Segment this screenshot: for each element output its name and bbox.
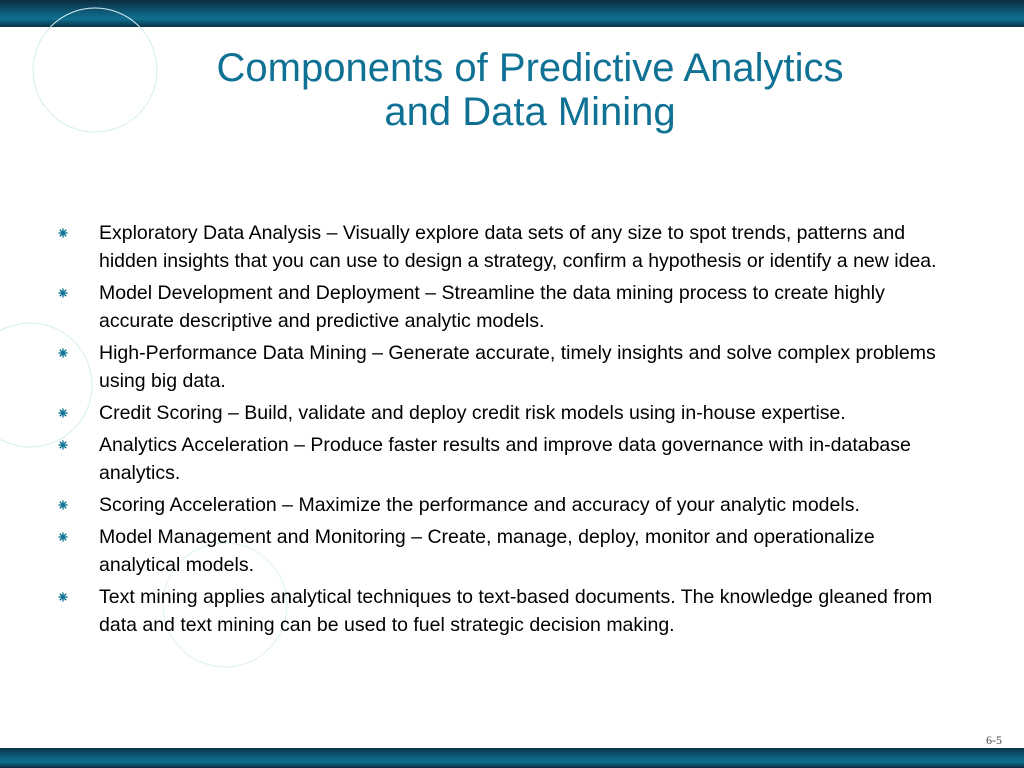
bullet-item: [58, 431, 958, 487]
bullet-item: [58, 219, 958, 275]
bullet-text: Model Management and Monitoring – Create, manage, deploy, monitor and operationalize analytical models.: [99, 526, 875, 576]
bullet-item: [58, 279, 958, 335]
bullet-item: [58, 399, 958, 427]
asterisk-bullet-icon: [58, 228, 68, 238]
bullet-text: High-Performance Data Mining – Generate accurate, timely insights and solve complex problems using big data.: [99, 342, 936, 392]
slide-title: [100, 46, 960, 134]
asterisk-bullet-icon: [58, 592, 68, 602]
page-number: 6-5: [986, 733, 1002, 747]
asterisk-bullet-icon: [58, 348, 68, 358]
asterisk-bullet-icon: [58, 288, 68, 298]
bullet-item: [58, 339, 958, 395]
bullet-item: [58, 583, 958, 639]
slide-title-line-1: Components of Predictive Analytics: [216, 46, 844, 90]
bottom-banner-bar: [0, 748, 1024, 768]
bullet-text: Model Development and Deployment – Streamline the data mining process to create highly accurate descriptive and predictive analytic models.: [99, 282, 885, 332]
bullet-item: [58, 523, 958, 579]
asterisk-bullet-icon: [58, 500, 68, 510]
bullet-text: Text mining applies analytical techniques to text-based documents. The knowledge gleaned from data and text mining can be used to fuel strategic decision making.: [99, 586, 933, 636]
bullet-text: Scoring Acceleration – Maximize the performance and accuracy of your analytic models.: [99, 494, 860, 516]
asterisk-bullet-icon: [58, 440, 68, 450]
bullet-item: [58, 491, 958, 519]
asterisk-bullet-icon: [58, 532, 68, 542]
bullet-text: Analytics Acceleration – Produce faster results and improve data governance with in-database analytics.: [99, 434, 911, 484]
asterisk-bullet-icon: [58, 408, 68, 418]
bullet-text: Credit Scoring – Build, validate and deploy credit risk models using in-house expertise.: [99, 402, 846, 424]
slide-title-line-2: and Data Mining: [384, 90, 676, 134]
top-banner-bar: [0, 0, 1024, 27]
bullet-list: [58, 219, 958, 643]
bullet-text: Exploratory Data Analysis – Visually explore data sets of any size to spot trends, patterns and hidden insights that you can use to design a strategy, confirm a hypothesis or identify a new idea.: [99, 222, 937, 272]
